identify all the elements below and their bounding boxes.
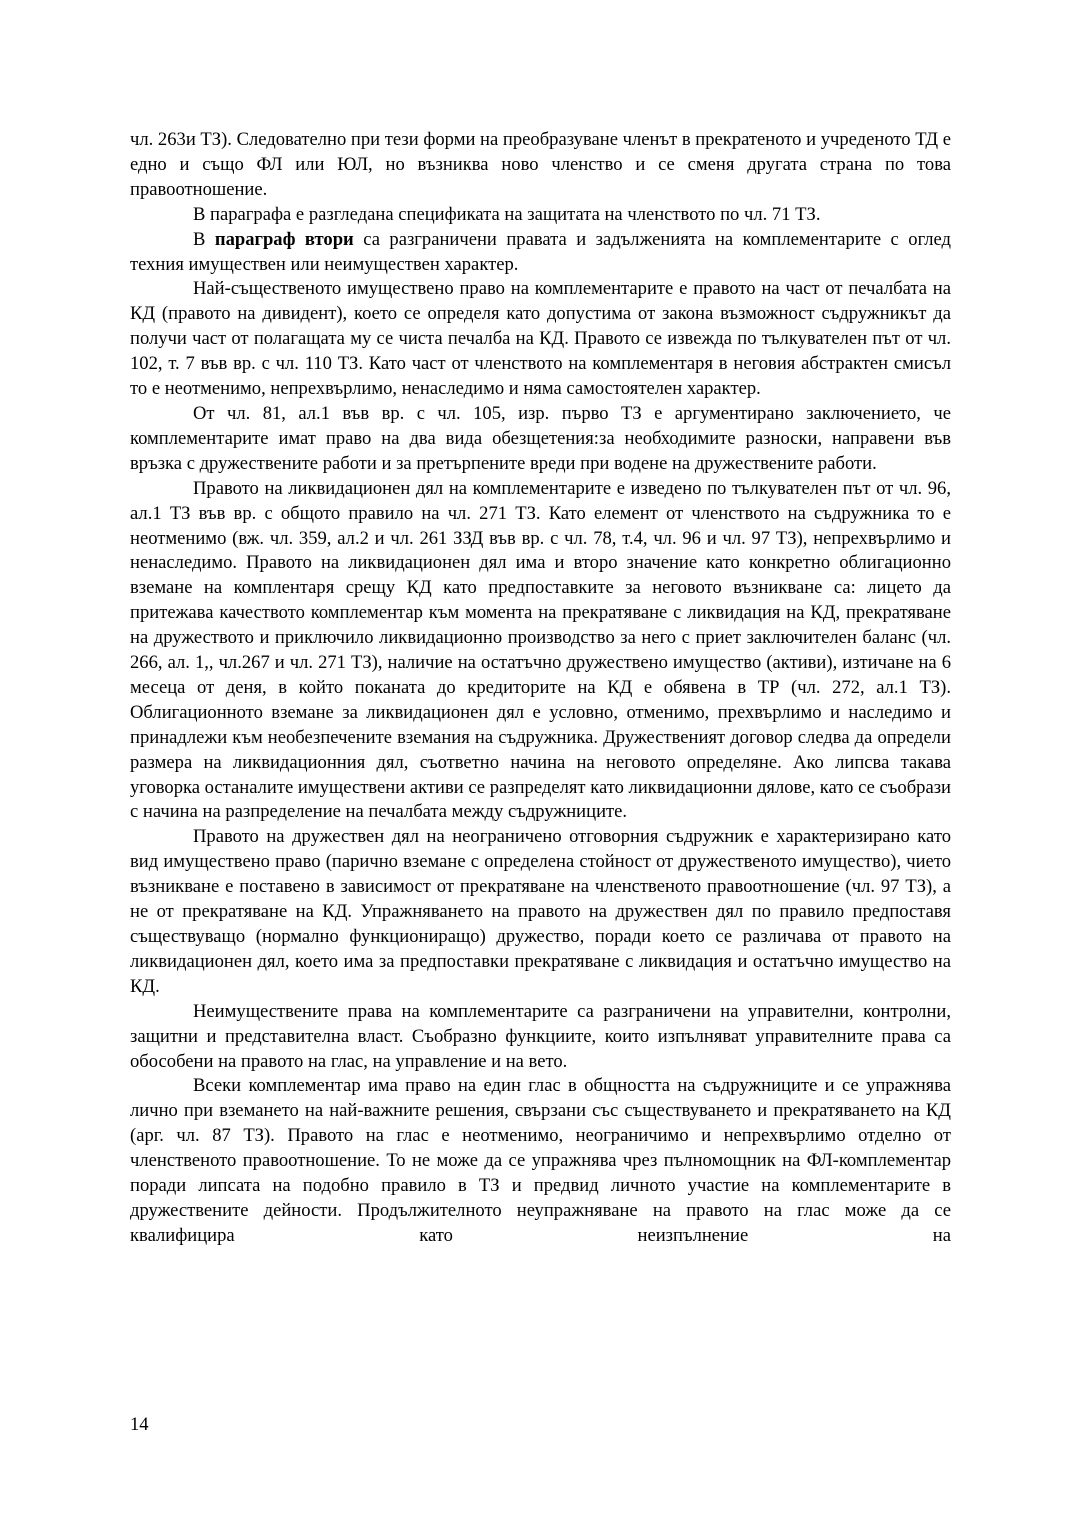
document-body (130, 128, 951, 1249)
paragraph-4: Най-същественото имуществено право на комплементарите е правото на част от печалбата на КД (правото на дивидент), което се определя като допустима от закона възможност съдружникът да получи част от полагащата му се чиста печалба на КД. Правото се извежда по тълкувателен път от чл. 102, т. 7 във вр. с чл. 110 ТЗ. Като част от членството на комплементаря в неговия абстрактен смисъл то е неотменимо, непрехвърлимо, ненаследимо и няма самостоятелен характер. (130, 278, 951, 400)
paragraph-3-bold-term: параграф втори (214, 228, 354, 250)
page-number: 14 (130, 1414, 149, 1435)
paragraph-3-lead: В (193, 228, 206, 250)
paragraph-1: чл. 263и ТЗ). Следователно при тези форми на преобразуване членът в прекратеното и учреденото ТД е едно и също ФЛ или ЮЛ, но възниква ново членство и се сменя другата страна по това правоотношение. (130, 129, 951, 200)
paragraph-2: В параграфа е разгледана спецификата на защитата на членството по чл. 71 ТЗ. (193, 203, 821, 225)
paragraph-3 (130, 228, 951, 278)
paragraph-8: Неимуществените права на комплементарите са разграничени на управителни, контролни, защитни и представителна власт. Съобразно функциите, които изпълняват управителните права са обособени на правото на глас, на управление и на вето. (130, 1000, 951, 1072)
paragraph-5: От чл. 81, ал.1 във вр. с чл. 105, изр. първо ТЗ е аргументирано заключението, че комплементарите имат право на два вида обезщетения:за необходимите разноски, направени във връзка с дружествените работи и за претърпените вреди при водене на дружествените работи. (130, 402, 951, 474)
paragraph-7: Правото на дружествен дял на неограничено отговорния съдружник е характеризирано като вид имуществено право (парично вземане с определена стойност от дружественото имущество), чието възникване е поставено в зависимост от прекратяване на членственото правоотношение (чл. 97 ТЗ), а не от прекратяване на КД. Упражняването на правото на дружествен дял по правило предпоставя съществуващо (нормално функциониращо) дружество, поради което се различава от правото на ликвидационен дял, което има за предпоставки прекратяване с ликвидация и остатъчно имущество на КД. (130, 826, 951, 997)
paragraph-3-rest: са разграничени правата и задълженията на комплементарите с оглед техния имуществен или неимуществен характер. (130, 228, 951, 275)
paragraph-6: Правото на ликвидационен дял на комплементарите е изведено по тълкувателен път от чл. 96, ал.1 ТЗ във вр. с общото правило на чл. 271 ТЗ. Като елемент от членството на съдружника то е неотменимо (вж. чл. 359, ал.2 и чл. 261 ЗЗД във вр. с чл. 78, т.4, чл. 96 и чл. 97 ТЗ), непрехвърлимо и ненаследимо. Правото на ликвидационен дял има и второ значение като конкретно облигационно вземане на комплентаря срещу КД като предпоставките за неговото възникване са: лицето да притежава качеството комплементар към момента на прекратяване с ликвидация на КД, прекратяване на дружеството и приключило ликвидационно производство за него с приет заключителен баланс (чл. 266, ал. 1,, чл.267 и чл. 271 ТЗ), наличие на остатъчно дружествено имущество (активи), изтичане на 6 месеца от деня, в който поканата до кредиторите на КД е обявена в ТР (чл. 272, ал.1 ТЗ). Облигационното вземане за ликвидационен дял е условно, отменимо, прехвърлимо и наследимо и принадлежи към необезпечените вземания на съдружника. Дружественият договор следва да определи размера на ликвидационния дял, съответно начина на неговото определяне. Ако липсва такава уговорка останалите имуществени активи се разпределят като ликвидационни дялове, като се съобрази с начина на разпределение на печалбата между съдружниците. (130, 477, 951, 823)
paragraph-9: Всеки комплементар има право на един глас в общността на съдружниците и се упражнява лично при вземането на най-важните решения, свързани със съществуването и прекратяването на КД (арг. чл. 87 ТЗ). Правото на глас е неотменимо, неограничимо и непрехвърлимо отделно от членственото правоотношение. То не може да се упражнява чрез пълномощник на ФЛ-комплементар поради липсата на подобно правило в ТЗ и предвид личното участие на комплементарите в дружествените дейности. Продължителното неупражняване на правото на глас може да се квалифицира като неизпълнение на (130, 1075, 951, 1246)
